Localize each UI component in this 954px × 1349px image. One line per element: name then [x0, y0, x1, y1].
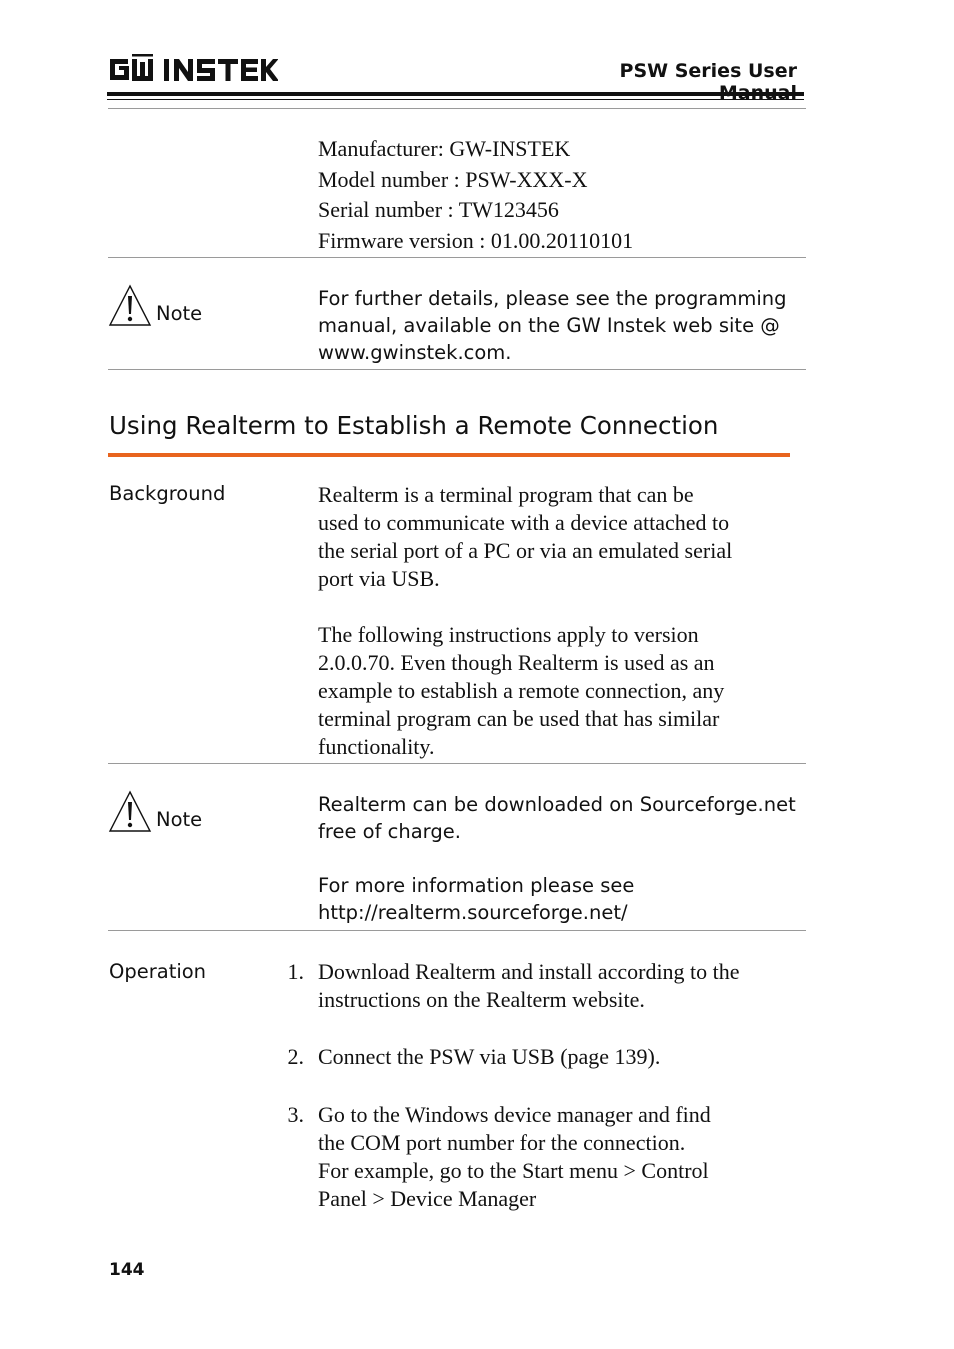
manufacturer-line: Manufacturer: GW-INSTEK [318, 136, 571, 161]
manual-title: PSW Series User [619, 60, 797, 82]
background-label: Background [109, 482, 226, 505]
divider [108, 763, 806, 764]
serial-number-line: Serial number : TW123456 [318, 197, 559, 222]
step-number: 3. [287, 1102, 304, 1127]
website-link: www.gwinstek.com. [318, 341, 512, 364]
heading-underline [108, 453, 790, 457]
gw-instek-logo [108, 54, 278, 84]
header-rule [107, 92, 804, 96]
divider [108, 930, 806, 931]
header-rule-thin [107, 99, 804, 100]
note-text: Realterm can be downloaded on Sourceforge.net free of charge. For more information please see http://realterm.sourceforge.net/ [318, 793, 796, 924]
realterm-link: http://realterm.sourceforge.net/ [318, 901, 628, 924]
step-text: Connect the PSW via USB (page 139). [318, 1044, 661, 1069]
step-text: Go to the Windows device manager and find the COM port number for the connection. For example, go to the Start menu > Control Panel > Device Manager [318, 1102, 711, 1211]
step-number: 2. [287, 1044, 304, 1069]
divider [108, 257, 806, 258]
note-label: Note [108, 790, 218, 838]
step-text: Download Realterm and install according to the instructions on the Realterm website. [318, 959, 740, 1012]
step-number: 1. [287, 959, 304, 984]
note-text: For further details, please see the programming manual, available on the GW Instek web site @ www.gwinstek.com. [318, 287, 787, 364]
model-number-line: Model number : PSW-XXX-X [318, 166, 588, 192]
operation-label: Operation [109, 960, 207, 983]
section-heading: Using Realterm to Establish a Remote Connection [109, 411, 719, 440]
background-text: Realterm is a terminal program that can be used to communicate with a device attached to the serial port of a PC or via an emulated serial port via USB. The following instructions apply to version 2.0.0.70. Even though Realterm is used as an example to establish a remote connection, any terminal program can be used that has similar functionality. [318, 482, 733, 759]
divider [108, 108, 806, 109]
identification-block [318, 134, 633, 256]
firmware-version-line: Firmware version : 01.00.20110101 [318, 227, 634, 253]
warning-icon [108, 284, 152, 328]
note-label: Note [108, 284, 218, 332]
divider [108, 369, 806, 370]
warning-icon [108, 790, 152, 834]
page-number: 144 [109, 1260, 145, 1280]
